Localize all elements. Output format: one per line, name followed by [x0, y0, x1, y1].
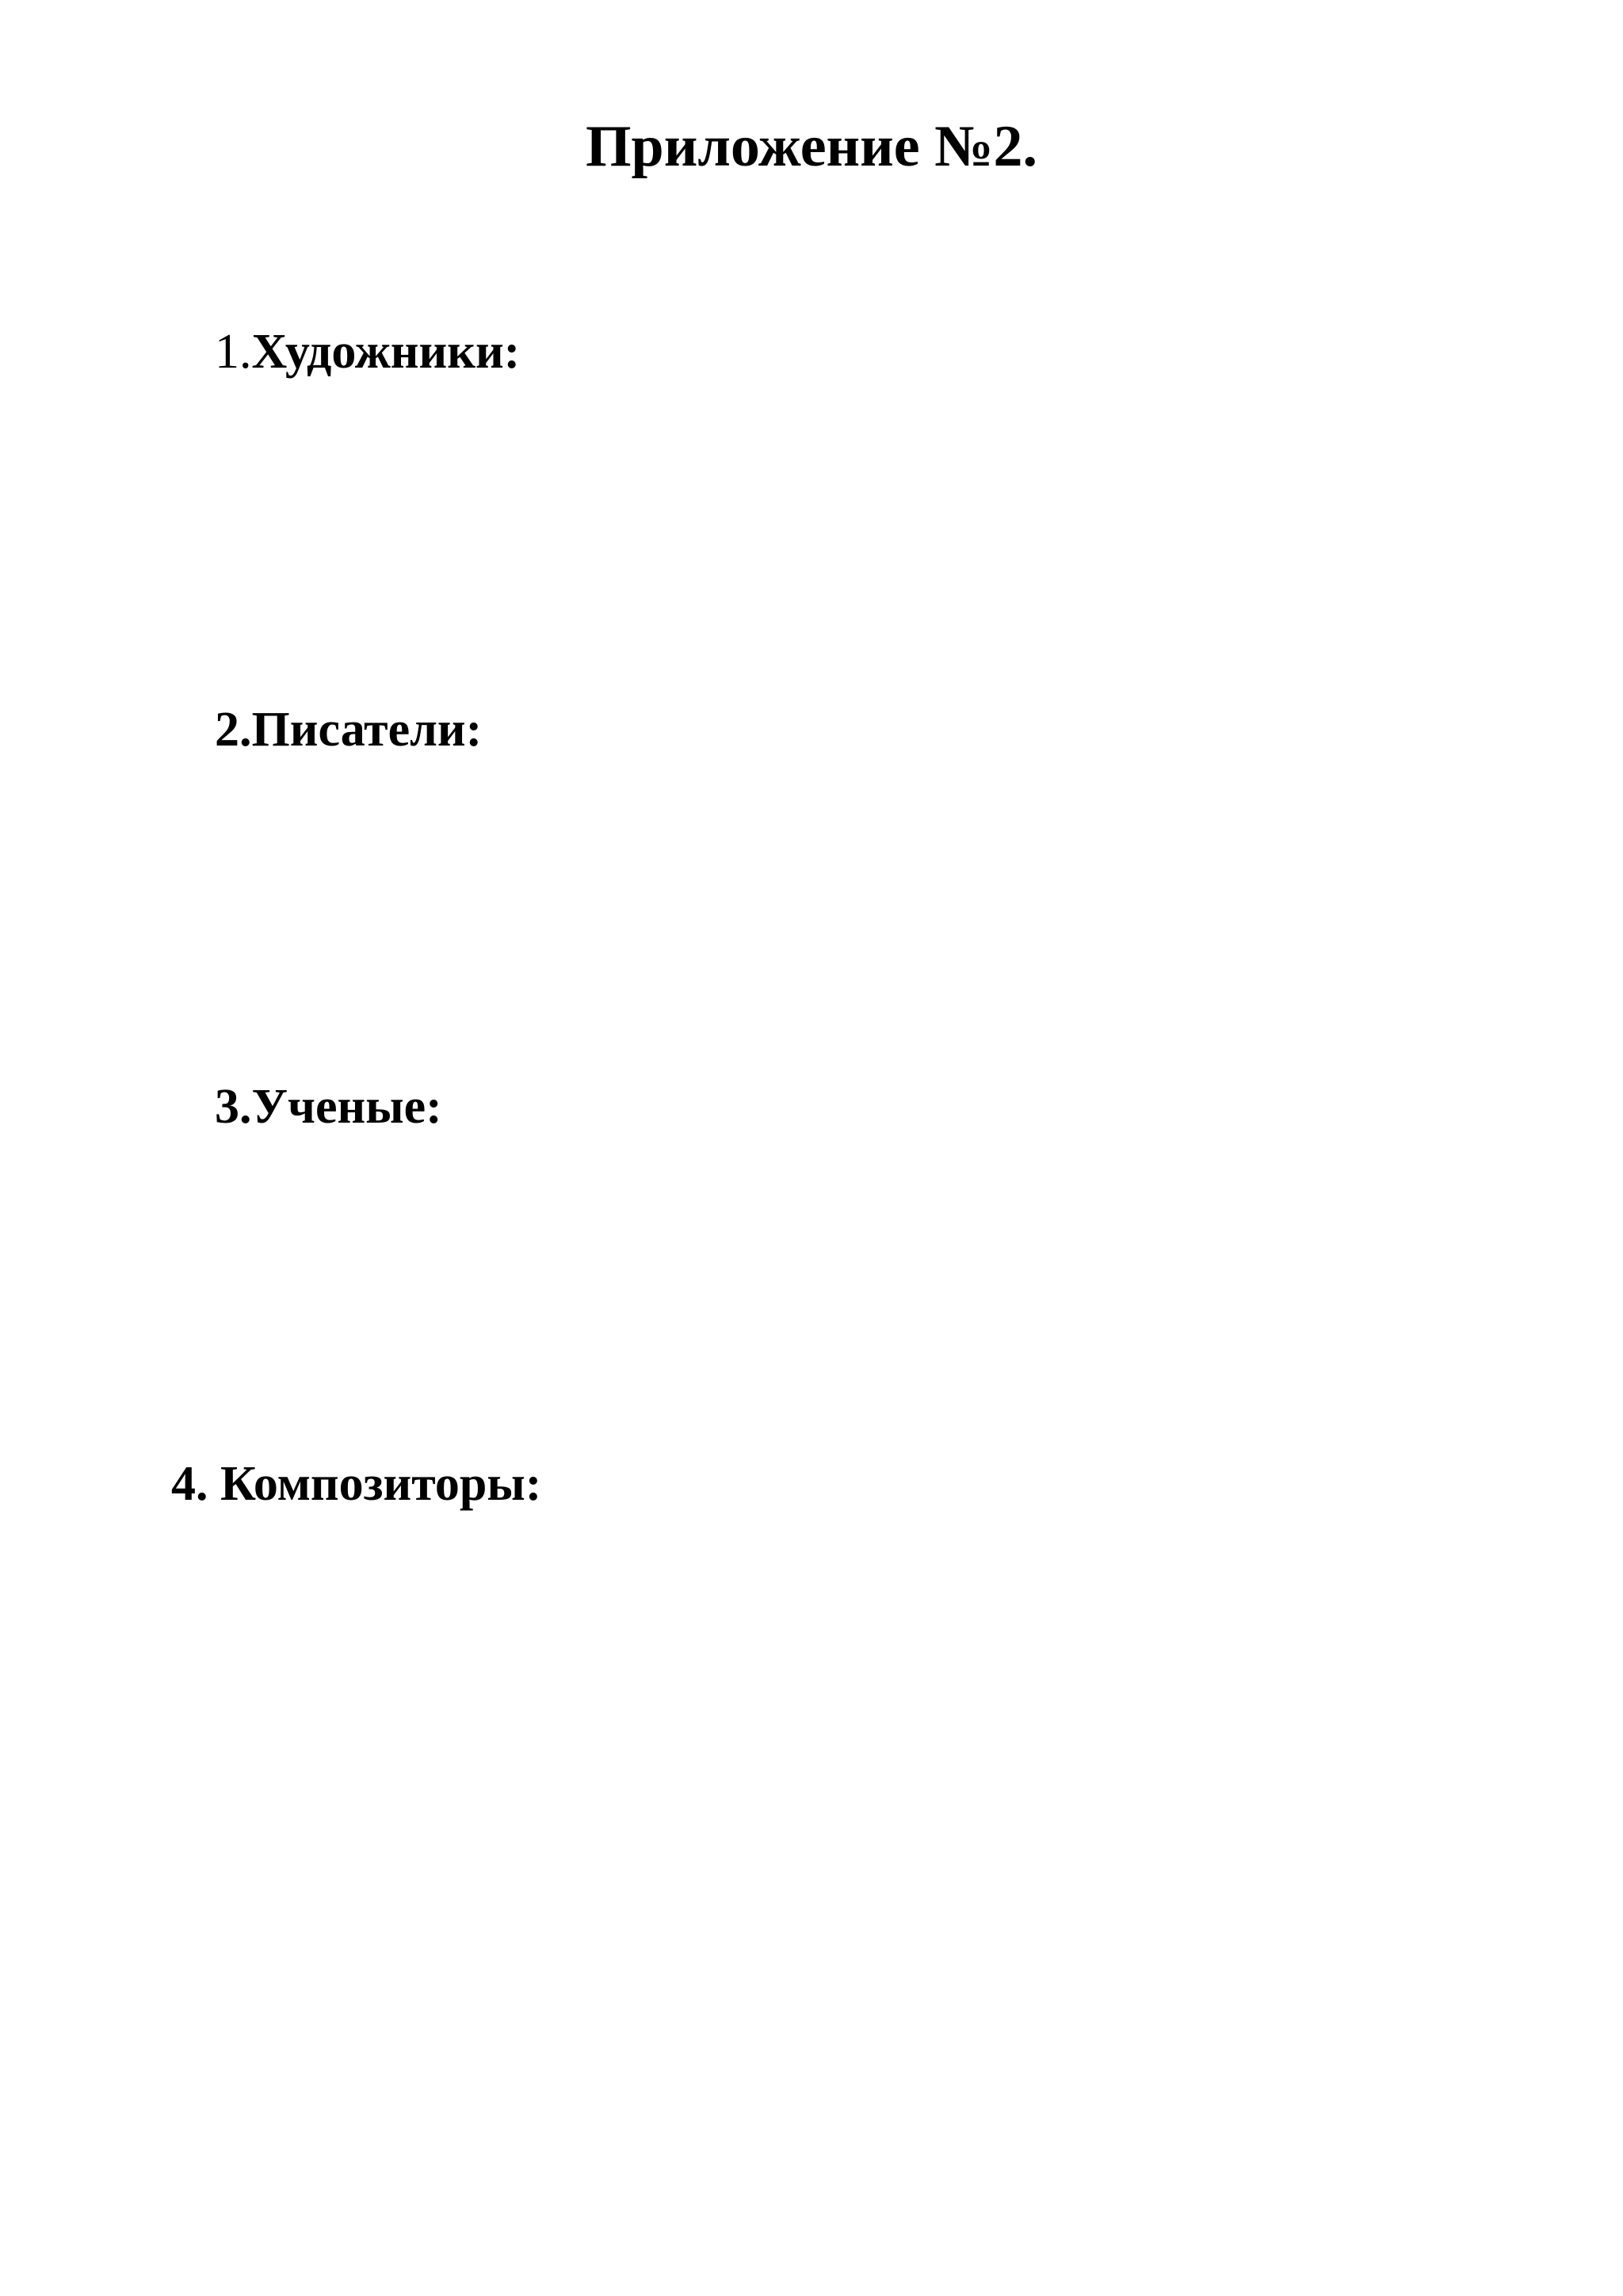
section-number: 1. — [215, 325, 252, 379]
page-title: Приложение №2. — [585, 114, 1038, 179]
section-heading-artists — [215, 325, 521, 379]
section-heading-writers — [215, 703, 483, 757]
section-heading-composers — [171, 1457, 542, 1511]
section-number: 2. — [215, 703, 252, 757]
section-heading-scientists — [215, 1080, 442, 1134]
section-number: 4. — [171, 1457, 220, 1511]
section-number: 3. — [215, 1080, 252, 1134]
section-label: Художники: — [251, 325, 521, 379]
section-label: Писатели: — [251, 703, 483, 757]
section-label: Ученые: — [251, 1080, 442, 1134]
section-label: Композиторы: — [220, 1457, 542, 1511]
